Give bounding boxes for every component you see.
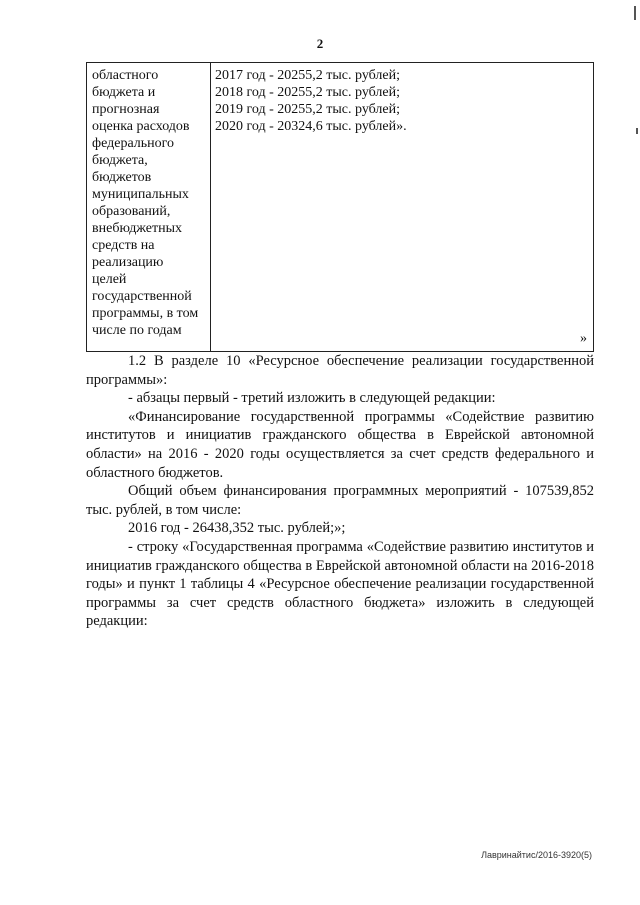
label-line: целей [92,272,127,287]
table-label-cell [87,63,211,351]
paragraph-instruction: - абзацы первый - третий изложить в следующей редакции: [128,390,496,407]
paragraph-total-volume: Общий объем финансирования программных мероприятий - 107539,852 тыс. рублей, в том числе: [86,483,594,518]
closing-quote: » [580,331,587,346]
label-line: внебюджетных [92,221,183,236]
label-line: бюджетов [92,170,152,185]
label-line: федерального [92,136,175,151]
label-line: муниципальных [92,187,189,202]
label-line: прогнозная [92,102,160,117]
year-amount-line: 2017 год - 20255,2 тыс. рублей; [215,68,401,83]
page-number: 2 [316,36,324,51]
scan-edge-mark [636,128,638,134]
paragraph-year-2016: 2016 год - 26438,352 тыс. рублей;»; [128,520,346,537]
year-amount-line: 2018 год - 20255,2 тыс. рублей; [215,85,401,100]
label-line: реализацию [92,255,164,270]
label-line: образований, [92,204,171,219]
year-amount-line: 2019 год - 20255,2 тыс. рублей; [215,102,401,117]
label-line: областного [92,68,159,83]
paragraph-table-4-instruction: - строку «Государственная программа «Содействие развитию институтов и инициатив гражданского общества в Еврейской автономной области на 2016-2018 годы» и пункт 1 таблицы 4 «Ресурсное обеспечение реализации государственной программы за счет средств областного бюджета» изложить в следующей редакции: [86,538,594,630]
funding-table [86,62,594,352]
paragraph-section-10: 1.2 В разделе 10 «Ресурсное обеспечение реализации государственной программы»: [86,353,594,388]
label-line: числе по годам [92,323,182,338]
label-line: бюджета, [92,153,148,168]
label-line: оценка расходов [92,119,190,134]
paragraph-financing: «Финансирование государственной программы «Содействие развитию институтов и инициатив гражданского общества в Еврейской автономной области» на 2016 - 2020 годы осуществляется за счет средств федерального и областного бюджетов. [86,408,594,481]
table-value-cell [211,63,593,351]
label-line: бюджета и [92,85,156,100]
document-body [86,352,594,631]
scan-edge-mark [634,6,636,20]
label-line: государственной [92,289,192,304]
label-line: программы, в том [92,306,199,321]
document-code: Лавринайтис/2016-3920(5) [481,850,592,860]
year-amount-line: 2020 год - 20324,6 тыс. рублей». [215,119,407,134]
label-line: средств на [92,238,155,253]
